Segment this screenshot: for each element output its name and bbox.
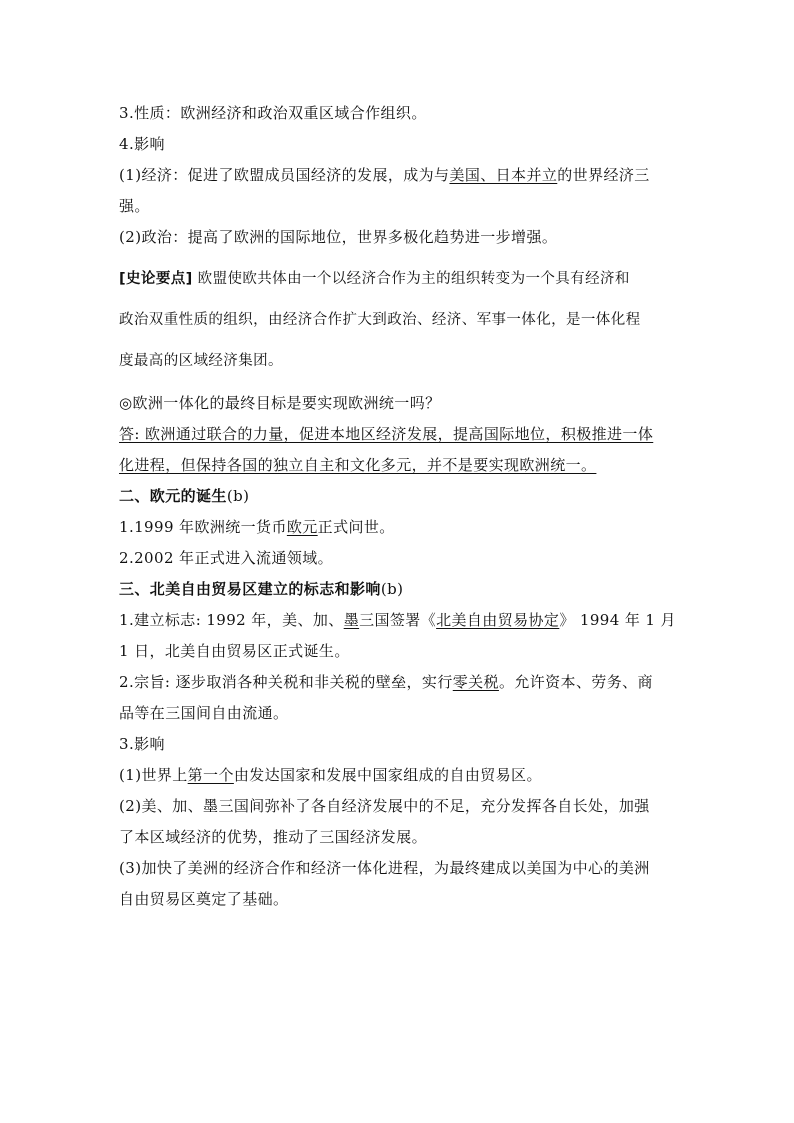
- nafta-mark-line2: 1 日，北美自由贸易区正式诞生。: [119, 642, 350, 660]
- econ-us-japan: 美国、日本: [449, 166, 527, 184]
- euro-item1-post: 正式问世。: [317, 518, 395, 536]
- keypoint-line1: [119, 259, 679, 300]
- keypoint-text1: 欧盟使欧共体由一个以经济合作为主的组织转变为一个具有经济和: [192, 271, 630, 287]
- euro-word: 欧元: [286, 518, 318, 536]
- nafta-impact3-line2: 自由贸易区奠定了基础。: [119, 890, 289, 908]
- nafta-purpose-post: 。允许资本、劳务、商: [498, 673, 653, 691]
- nafta-impact2-line2: 了本区域经济的优势，推动了三国经济发展。: [119, 828, 428, 846]
- keypoint-line3: 度最高的区域经济集团。: [119, 353, 283, 369]
- answer-line2: [119, 450, 679, 481]
- nafta-impact1: [119, 760, 679, 791]
- nafta-agreement: 北美自由贸易协定: [436, 611, 560, 629]
- keypoint-line2: 政治双重性质的组织，由经济合作扩大到政治、经济、军事一体化，是一体化程: [119, 312, 641, 328]
- answer-text2: 化进程，但保持各国的独立自主和文化多元，并不是要实现欧洲统一。: [119, 456, 597, 474]
- answer-line1: [119, 419, 679, 450]
- eu-economic-impact-line2: 强。: [119, 197, 150, 215]
- nafta-impact2-line1: (2)美、加、墨三国间弥补了各自经济发展中的不足，充分发挥各自长处，加强: [119, 797, 650, 815]
- eu-political-impact: (2)政治：提高了欧洲的国际地位，世界多极化趋势进一步增强。: [119, 228, 558, 246]
- nafta-purpose-line1: [119, 667, 679, 698]
- econ-text-pre: (1)经济：促进了欧盟成员国经济的发展，成为与: [119, 166, 450, 184]
- document-page: [119, 98, 679, 915]
- nafta-mark-mid: 三国签署《: [359, 611, 437, 629]
- nafta-zero-tariff: 零关税: [452, 673, 499, 691]
- nafta-heading-tag: (b): [380, 580, 404, 598]
- eu-economic-impact-line1: [119, 160, 679, 191]
- nafta-mark-post: 》 1994 年 1 月: [559, 611, 676, 629]
- euro-heading-tag: (b): [226, 487, 250, 505]
- nafta-mark-pre: 1.建立标志: 1992 年，美、加、: [119, 611, 344, 629]
- nafta-purpose-line2: 品等在三国间自由流通。: [119, 704, 289, 722]
- question-line: ◎欧洲一体化的最终目标是要实现欧洲统一吗？: [119, 394, 441, 412]
- euro-item1-pre: 1.1999 年欧洲统一货币: [119, 518, 287, 536]
- nafta-heading: [119, 574, 679, 605]
- answer-label: 答:: [119, 425, 146, 443]
- nafta-purpose-pre: 2.宗旨: 逐步取消各种关税和非关税的壁垒，实行: [119, 673, 453, 691]
- eu-nature-line: [119, 98, 679, 129]
- nafta-first: 第一个: [187, 766, 234, 784]
- keypoint-tag: [史论要点]: [119, 271, 193, 287]
- econ-parallel: 并立: [526, 166, 558, 184]
- eu-nature-text: 欧洲经济和政治双重区域合作组织。: [180, 104, 427, 122]
- euro-item2: 2.2002 年正式进入流通领域。: [119, 549, 334, 567]
- eu-impact-heading: 4.影响: [119, 135, 165, 153]
- euro-item1: [119, 512, 679, 543]
- nafta-mark-line1: [119, 605, 679, 636]
- nafta-impact-heading: 3.影响: [119, 735, 165, 753]
- nafta-impact1-post: 由发达国家和发展中国家组成的自由贸易区。: [233, 766, 542, 784]
- nafta-impact1-pre: (1)世界上: [119, 766, 188, 784]
- econ-text-post: 的世界经济三: [557, 166, 650, 184]
- eu-nature-prefix: 3.性质：: [119, 104, 181, 122]
- nafta-mexico: 墨: [343, 611, 360, 629]
- answer-text1: 欧洲通过联合的力量，促进本地区经济发展，提高国际地位，积极推进一体: [145, 425, 654, 443]
- euro-heading-text: 二、欧元的诞生: [119, 487, 227, 505]
- nafta-heading-text: 三、北美自由贸易区建立的标志和影响: [119, 580, 381, 598]
- euro-heading: [119, 481, 679, 512]
- nafta-impact3-line1: (3)加快了美洲的经济合作和经济一体化进程，为最终建成以美国为中心的美洲: [119, 859, 650, 877]
